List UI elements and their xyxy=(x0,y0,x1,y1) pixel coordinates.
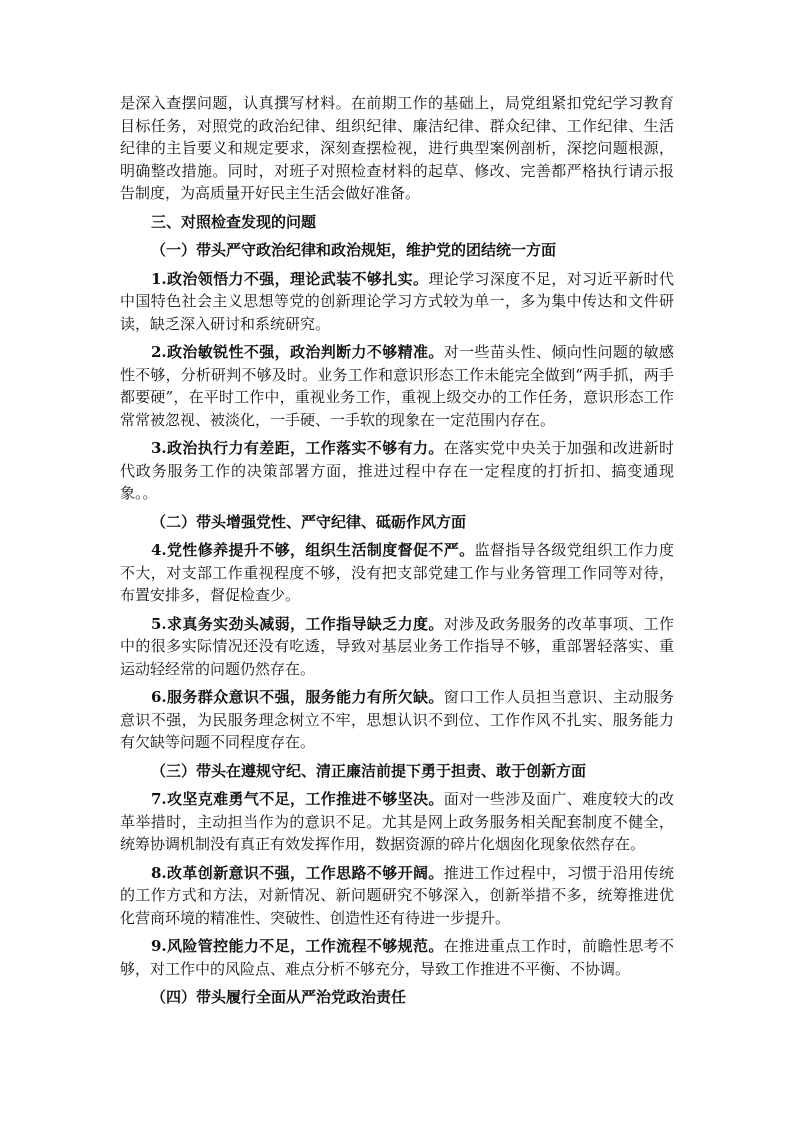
problem-item-text: 在推进重点工作时，前瞻性思考不够，对工作中的风险点、难点分析不够充分，导致工作推进不平衡、不协调。 xyxy=(120,937,674,978)
problem-item-5 xyxy=(120,613,674,681)
problem-item-lead: 6.服务群众意识不强，服务能力有所欠缺。 xyxy=(151,688,444,706)
document-page xyxy=(120,92,674,1015)
problem-item-lead: 9.风险管控能力不足，工作流程不够规范。 xyxy=(151,937,444,955)
problem-item-lead: 8.改革创新意识不强，工作思路不够开阔。 xyxy=(151,863,444,882)
problem-item-text: 推进工作过程中，习惯于沿用传统的工作方式和方法，对新情况、新问题研究不够深入，创新举措不多，统筹推进优化营商环境的精准性、突破性、创造性还有待进一步提升。 xyxy=(120,863,674,927)
problem-item-lead: 1.政治领悟力不强，理论武装不够扎实。 xyxy=(151,269,429,288)
problem-item-text: 面对一些涉及面广、难度较大的改革举措时，主动担当作为的意识不足。尤其是网上政务服务相关配套制度不健全，统筹协调机制没有真正有效发挥作用，数据资源的碎片化烟囱化现象依然存在。 xyxy=(120,790,674,853)
problem-item-9 xyxy=(120,935,674,980)
problem-item-lead: 7.攻坚克难勇气不足，工作推进不够坚决。 xyxy=(151,790,444,808)
problem-item-6 xyxy=(120,686,674,754)
section-heading: 三、对照检查发现的问题 xyxy=(151,212,317,231)
subsection-heading-2: （二）带头增强党性、严守纪律、砥砺作风方面 xyxy=(151,512,467,531)
problem-item-lead: 4.党性修养提升不够，组织生活制度督促不严。 xyxy=(151,541,475,559)
intro-paragraph: 是深入查摆问题，认真撰写材料。在前期工作的基础上，局党组紧扣党纪学习教育目标任务，对照党的政治纪律、组织纪律、廉洁纪律、群众纪律、工作纪律、生活纪律的主旨要义和规定要求，深刻查摆检视，进行典型案例剖析，深挖问题根源，明确整改措施。同时，对班子对照检查材料的起草、修改、完善都严格执行请示报告制度，为高质量开好民主生活会做好准备。 xyxy=(120,94,674,202)
subsection-heading-1: （一）带头严守政治纪律和政治规矩，维护党的团结统一方面 xyxy=(151,241,557,259)
problem-item-text: 对一些苗头性、倾向性问题的敏感性不够，分析研判不够及时。业务工作和意识形态工作未能完全做到“两手抓，两手都要硬”，在平时工作中，重视业务工作，重视上级交办的工作任务，意识形态工作常常被忽视、被淡化，一手硬、一手软的现象在一定范围内存在。 xyxy=(120,343,674,429)
subsection-heading-3: （三）带头在遵规守纪、清正廉洁前提下勇于担责、敢于创新方面 xyxy=(151,761,587,780)
problem-item-2 xyxy=(120,341,674,431)
subsection-heading-4: （四）带头履行全面从严治党政治责任 xyxy=(151,988,407,1006)
problem-item-text: 监督指导各级党组织工作力度不大，对支部工作重视程度不够，没有把支部党建工作与业务管理工作同等对待，布置安排多，督促检查少。 xyxy=(120,541,674,604)
problem-item-4 xyxy=(120,539,674,607)
problem-item-text: 理论学习深度不足，对习近平新时代中国特色社会主义思想等党的创新理论学习方式较为单一，多为集中传达和文件研读，缺乏深入研讨和系统研究。 xyxy=(120,269,674,333)
problem-item-1 xyxy=(120,268,674,336)
problem-item-lead: 3.政治执行力有差距，工作落实不够有力。 xyxy=(151,439,444,457)
problem-item-text: 窗口工作人员担当意识、主动服务意识不强，为民服务理念树立不牢，思想认识不到位、工作作风不扎实、服务能力有欠缺等问题不同程度存在。 xyxy=(120,688,674,751)
problem-item-text: 对涉及政务服务的改革事项、工作中的很多实际情况还没有吃透，导致对基层业务工作指导不够，重部署轻落实、重运动轻经常的问题仍然存在。 xyxy=(120,614,674,678)
problem-item-text: 在落实党中央关于加强和改进新时代政务服务工作的决策部署方面，推进过程中存在一定程度的打折扣、搞变通现象。。 xyxy=(120,439,674,502)
problem-item-7 xyxy=(120,788,674,856)
problem-item-lead: 2.政治敏锐性不强，政治判断力不够精准。 xyxy=(151,343,444,361)
problem-item-3 xyxy=(120,437,674,505)
problem-item-lead: 5.求真务实劲头减弱，工作指导缺乏力度。 xyxy=(151,614,444,633)
problem-item-8 xyxy=(120,862,674,930)
